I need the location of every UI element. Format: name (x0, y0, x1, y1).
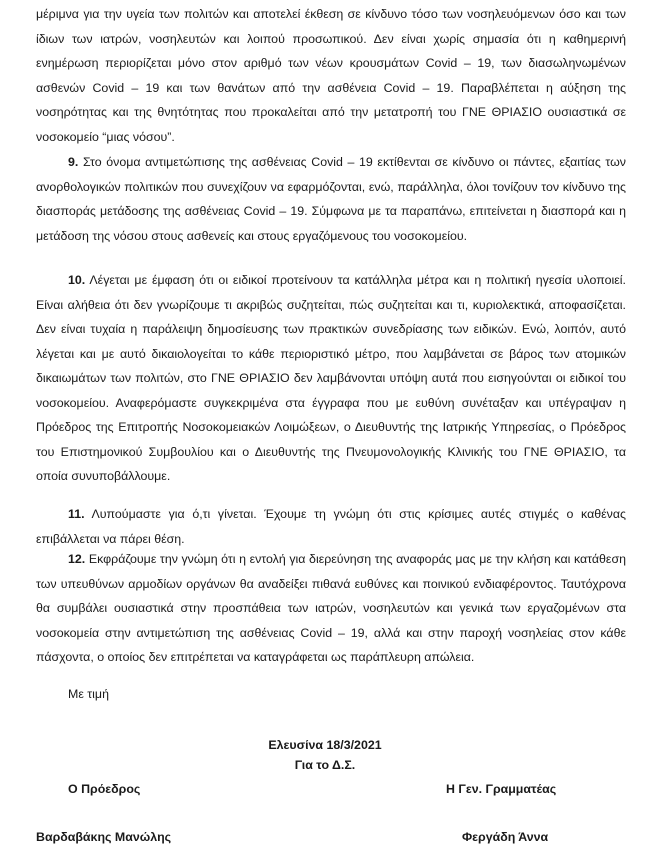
president-title: Ο Πρόεδρος (68, 782, 141, 796)
paragraph-number: 10. (68, 273, 86, 287)
closing-salutation: Με τιμή (68, 687, 109, 701)
board-line: Για το Δ.Σ. (294, 758, 356, 772)
secretary-name: Φεργάδη Άννα (462, 830, 549, 844)
president-name: Βαρδαβάκης Μανώλης (36, 830, 172, 844)
paragraph-number: 11. (68, 507, 85, 521)
paragraph-10 (36, 268, 626, 489)
paragraph-11 (36, 502, 626, 551)
paragraph-text: Εκφράζουμε την γνώμη ότι η εντολή για διερεύνηση της αναφοράς μας με την κλήση και κατάθεση των υπευθύνων αρμοδίων οργάνων θα αναδείξει πιθανά ευθύνες και ποινικού ενδιαφέροντος. Ταυτόχρονα θα συμβάλει ουσιαστικά στην προσπάθεια των ιατρών, νοσηλευτών και γενικά των εργαζομένων στα νοσοκομεία στην αντιμετώπιση της ασθένειας Covid – 19, αλλά και στην παροχή νοσηλείας στον κάθε πάσχοντα, ο οποίος δεν επιτρέπεται να καταγράφεται ως παράπλευρη απώλεια. (36, 552, 626, 664)
secretary-title: Η Γεν. Γραμματέας (446, 782, 557, 796)
date-location-line: Ελευσίνα 18/3/2021 (268, 738, 382, 752)
paragraph-number: 9. (68, 155, 79, 169)
paragraph-text: Λέγεται με έμφαση ότι οι ειδικοί προτείνουν τα κατάλληλα μέτρα και η πολιτική ηγεσία υλοποιεί. Είναι αλήθεια ότι δεν γνωρίζουμε τι ακριβώς συζητείται, πώς συζητείται και τι, κυριολεκτικά, αποφασίζεται. Δεν είναι τυχαία η παράλειψη δημοσίευσης των πρακτικών συνεδρίασης των ειδικών. Ενώ, λοιπόν, αυτό λέγεται και με αυτό δικαιολογείται το κάθε περιοριστικό μέτρο, που λαμβάνεται σε βάρος των ατομικών δικαιωμάτων των πολιτών, στο ΓΝΕ ΘΡΙΑΣΙΟ δεν λαμβάνονται υπόψη αυτά που εισηγούνται οι ειδικοί του νοσοκομείου. Αναφερόμαστε συγκεκριμένα στα έγγραφα που με ευθύνη συνέταξαν και υπέγραψαν η Πρόεδρος της Επιτροπής Νοσοκομειακών Λοιμώξεων, ο Διευθυντής της Ιατρικής Υπηρεσίας, ο Πρόεδρος του Επιστημονικού Συμβουλίου και ο Διευθυντής της Πνευμονολογικής Κλινικής του ΓΝΕ ΘΡΙΑΣΙΟ, τα οποία συνυποβάλλουμε. (36, 273, 626, 483)
intro-paragraph (36, 2, 626, 149)
paragraph-text: Λυπούμαστε για ό,τι γίνεται. Έχουμε τη γνώμη ότι στις κρίσιμες αυτές στιγμές ο καθένας επιβάλλεται να πάρει θέση. (36, 507, 626, 546)
paragraph-number: 12. (68, 552, 86, 566)
paragraph-12 (36, 547, 626, 670)
intro-text: μέριμνα για την υγεία των πολιτών και αποτελεί έκθεση σε κίνδυνο τόσο των νοσηλευόμενων όσο και των ίδιων των ιατρών, νοσηλευτών και λοιπού προσωπικού. Δεν είναι χωρίς σημασία ότι η καθημερινή ενημέρωση περιορίζεται μόνο στον αριθμό των νέων κρουσμάτων Covid – 19, των διασωληνωμένων ασθενών Covid – 19 και των θανάτων από την ασθένεια Covid – 19. Παραβλέπεται η αύξηση της νοσηρότητας και της θνητότητας που προκαλείται από την μετατροπή του ΓΝΕ ΘΡΙΑΣΙΟ ουσιαστικά σε νοσοκομείο “μιας νόσου”. (36, 7, 626, 144)
paragraph-text: Στο όνομα αντιμετώπισης της ασθένειας Covid – 19 εκτίθενται σε κίνδυνο οι πάντες, εξαιτίας των ανορθολογικών πολιτικών που συνεχίζουν να εφαρμόζονται, ενώ, παράλληλα, όλοι τονίζουν τον κίνδυνο της διασποράς μετάδοσης της ασθένειας Covid – 19. Σύμφωνα με τα παραπάνω, επιτείνεται η διασπορά και η μετάδοση της νόσου στους ασθενείς και στους εργαζόμενους του νοσοκομείου. (36, 155, 626, 243)
paragraph-9 (36, 150, 626, 248)
